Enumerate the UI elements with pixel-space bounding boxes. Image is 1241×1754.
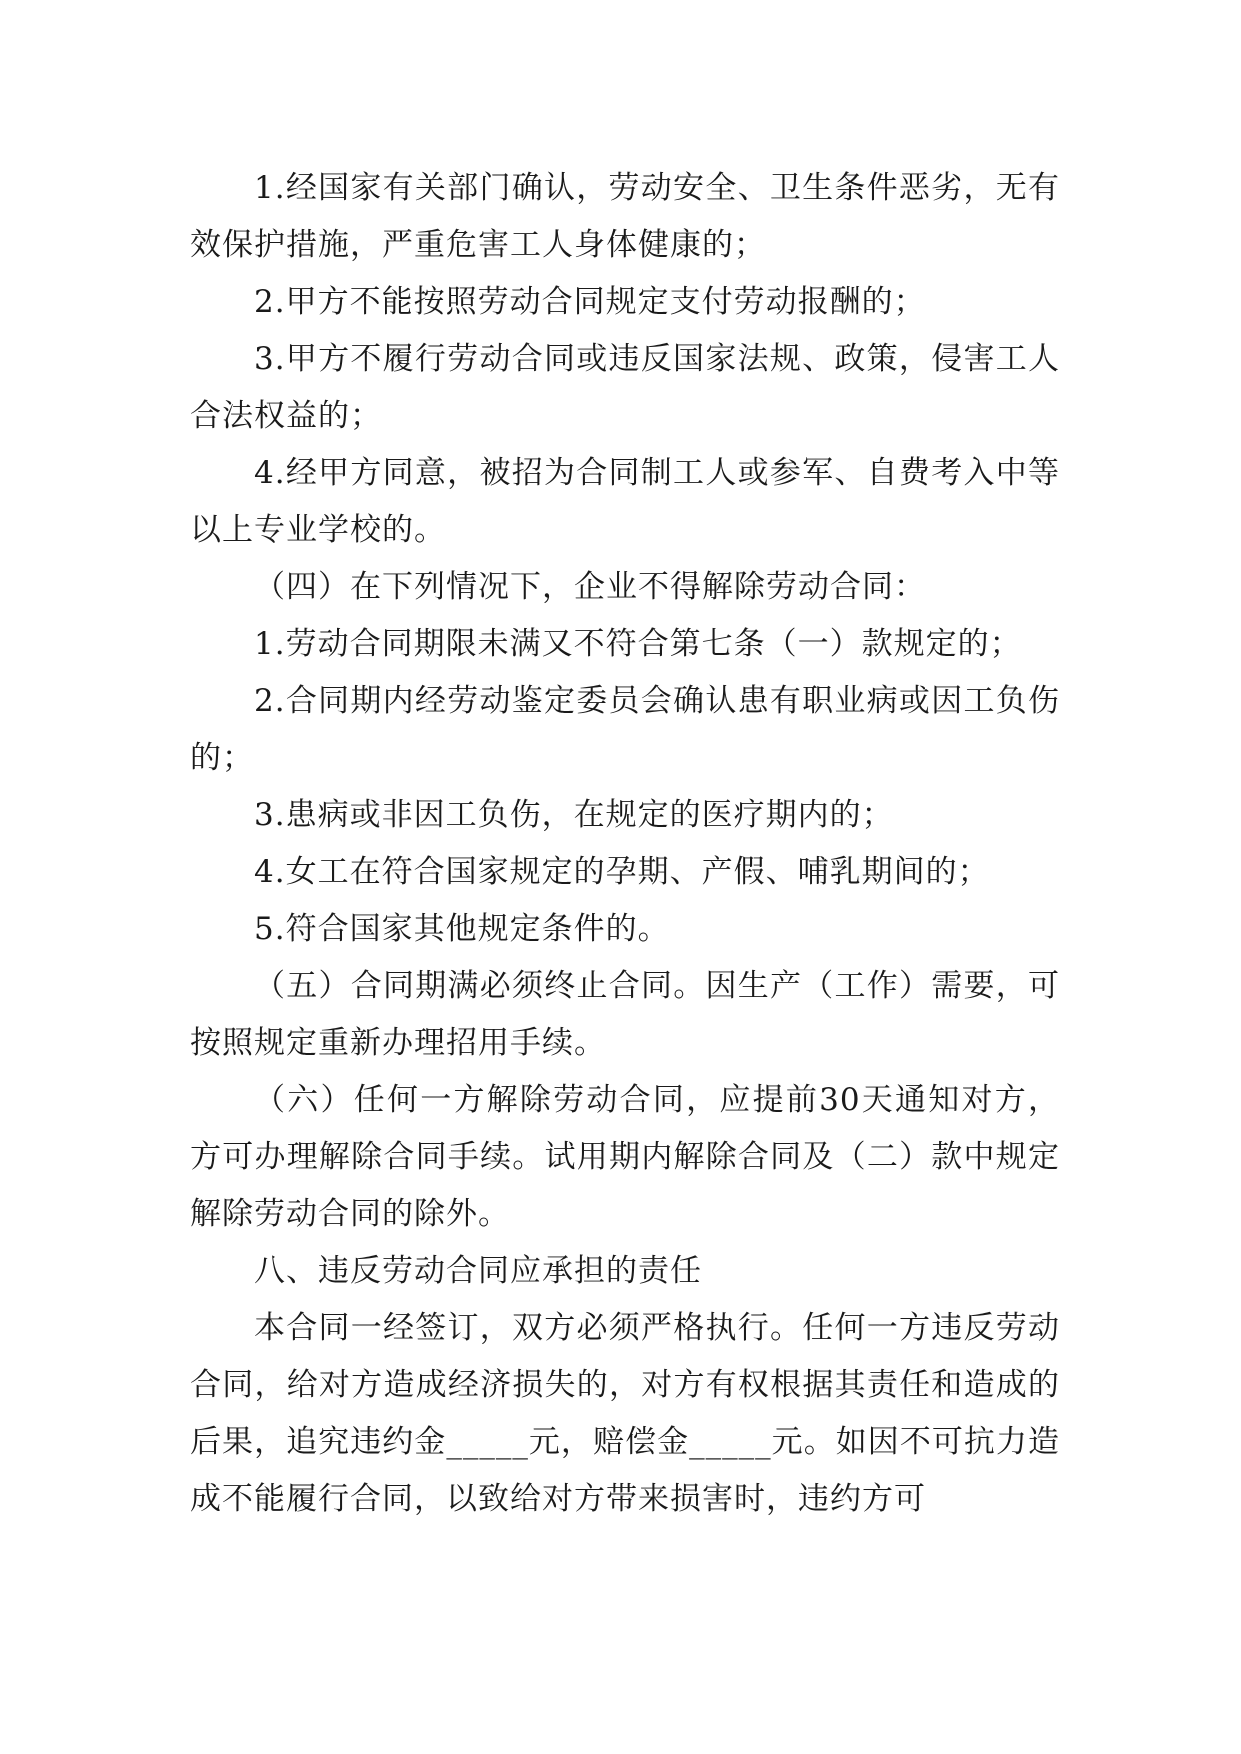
- clause-paragraph: 4.经甲方同意，被招为合同制工人或参军、自费考入中等以上专业学校的。: [190, 455, 1060, 548]
- section-paragraph: （六）任何一方解除劳动合同，应提前30天通知对方，方可办理解除合同手续。试用期内解除合同及（二）款中规定解除劳动合同的除外。: [190, 1082, 1060, 1232]
- section-paragraph: （五）合同期满必须终止合同。因生产（工作）需要，可按照规定重新办理招用手续。: [190, 968, 1060, 1061]
- clause-paragraph: 3.患病或非因工负伤，在规定的医疗期内的；: [254, 797, 894, 833]
- clause-paragraph: 2.甲方不能按照劳动合同规定支付劳动报酬的；: [254, 284, 926, 320]
- article-heading: 八、违反劳动合同应承担的责任: [254, 1253, 702, 1289]
- clause-paragraph: 4.女工在符合国家规定的孕期、产假、哺乳期间的；: [254, 854, 990, 890]
- document-body: [190, 160, 1060, 1528]
- article-paragraph: 本合同一经签订，双方必须严格执行。任何一方违反劳动合同，给对方造成经济损失的，对方有权根据其责任和造成的后果，追究违约金_____元，赔偿金_____元。如因不可抗力造成不能履行合同，以致给对方带来损害时，违约方可: [190, 1310, 1060, 1517]
- clause-paragraph: 5.符合国家其他规定条件的。: [254, 911, 670, 947]
- section-paragraph: （四）在下列情况下，企业不得解除劳动合同：: [254, 569, 926, 605]
- clause-paragraph: 2.合同期内经劳动鉴定委员会确认患有职业病或因工负伤的；: [190, 683, 1060, 776]
- clause-paragraph: 1.经国家有关部门确认，劳动安全、卫生条件恶劣，无有效保护措施，严重危害工人身体健康的；: [190, 170, 1060, 263]
- clause-paragraph: 1.劳动合同期限未满又不符合第七条（一）款规定的；: [254, 626, 1022, 662]
- clause-paragraph: 3.甲方不履行劳动合同或违反国家法规、政策，侵害工人合法权益的；: [190, 341, 1060, 434]
